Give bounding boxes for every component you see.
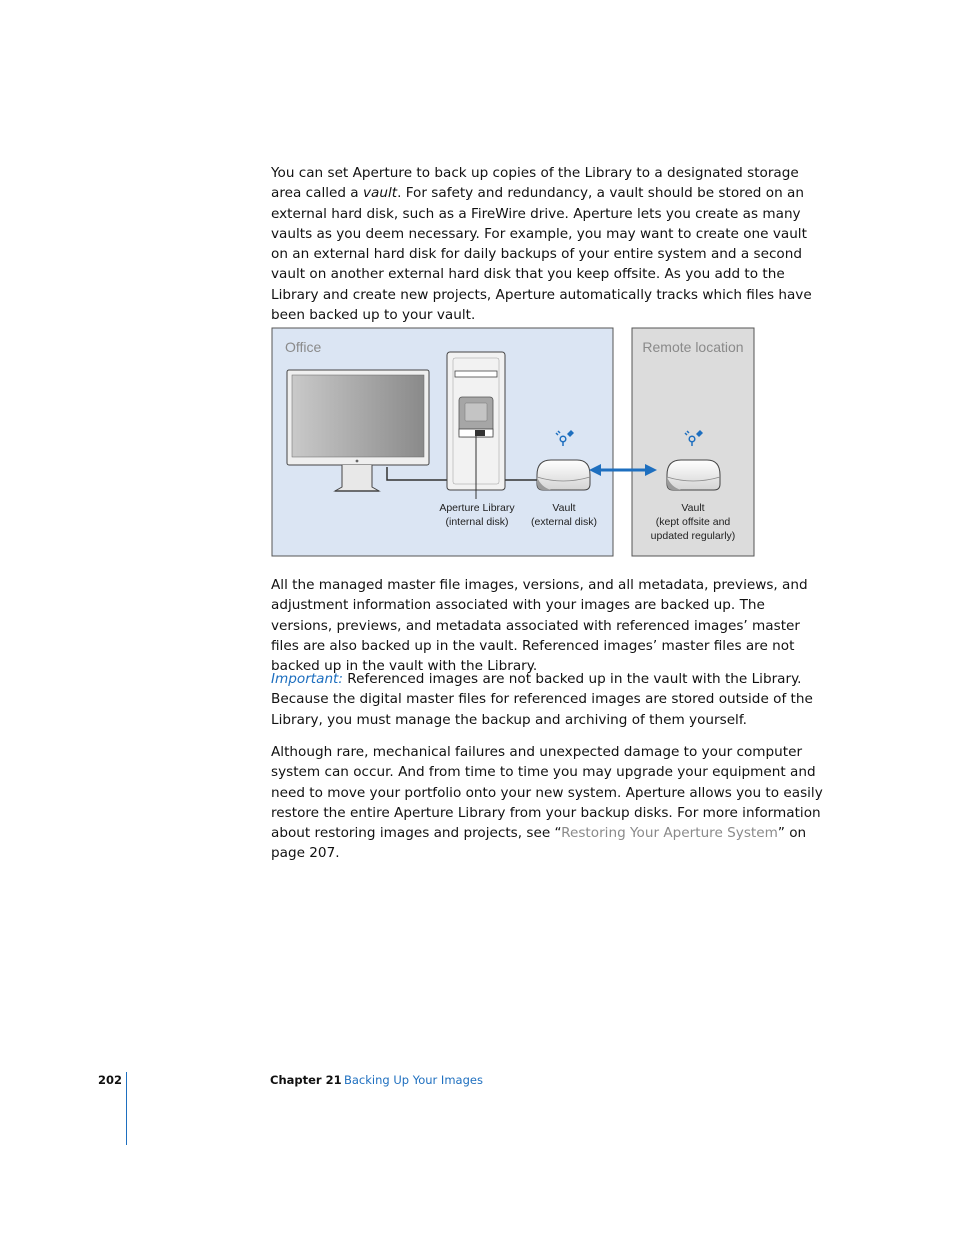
important-text: Referenced images are not backed up in the vault with the Library. Because the digital master files for referenced images are stored outside of the Library, you must manage the backup and archiving of them yourself. [271, 671, 813, 728]
sync-double-arrow [589, 464, 657, 476]
remote-location-label: Remote location [642, 339, 744, 355]
intro-text-end: . For safety and redundancy, a vault should be stored on an external hard disk, such as a FireWire drive. Aperture lets you create as many vaults as you deem necessary. For example, you may want to create one vault on an external hard disk for daily backups of your entire system and a second vault on another external hard disk that you keep offsite. As you add to the Library and create new projects, Aperture automatically tracks which files have been backed up to your vault. [271, 185, 812, 324]
external-drive-icon [537, 460, 590, 490]
important-label: Important: [271, 671, 343, 687]
chapter-title-link[interactable]: Backing Up Your Images [344, 1073, 483, 1087]
restore-text-start: Although rare, mechanical failures and unexpected damage to your computer system can occur. And from time to time you may upgrade your equipment and need to move your portfolio onto your new system. Aperture allows you to easily restore the entire Aperture Library from your backup disks. For more information about restoring images and projects, see “ [271, 744, 823, 842]
page-number: 202 [98, 1073, 123, 1087]
chapter-label: Chapter 21 [270, 1073, 342, 1087]
backup-contents-paragraph: All the managed master file images, versions, and all metadata, previews, and adjustment information associated with your images are backed up. The versions, previews, and metadata associated with referenced images’ master files are also backed up in the vault. Referenced images’ master files are not backed up in the vault with the Library. [271, 577, 808, 675]
vault-term: vault [362, 185, 398, 202]
footer-divider [126, 1072, 127, 1145]
intro-text-start: You can set Aperture to back up copies of the Library to a designated storage area called a [271, 165, 799, 202]
important-note [271, 669, 827, 730]
diagram-svg [271, 327, 757, 559]
intro-paragraph [271, 163, 827, 325]
vault1-caption-line1: Vault [552, 502, 576, 514]
restore-paragraph [271, 742, 827, 864]
external-drive-icon [667, 460, 720, 490]
vault1-caption-line2: (external disk) [531, 516, 597, 528]
restore-text-end: ” on page 207. [271, 825, 807, 862]
library-caption-line1: Aperture Library [439, 502, 515, 514]
vault2-caption-line1: Vault [681, 502, 705, 514]
vault2-caption-line3: updated regularly) [650, 530, 736, 542]
vault2-caption-line2: (kept offsite and [655, 516, 731, 528]
library-caption-line2: (internal disk) [445, 516, 509, 528]
backup-diagram [271, 327, 757, 559]
restoring-system-link[interactable]: Restoring Your Aperture System [561, 825, 778, 842]
office-label: Office [285, 339, 322, 355]
